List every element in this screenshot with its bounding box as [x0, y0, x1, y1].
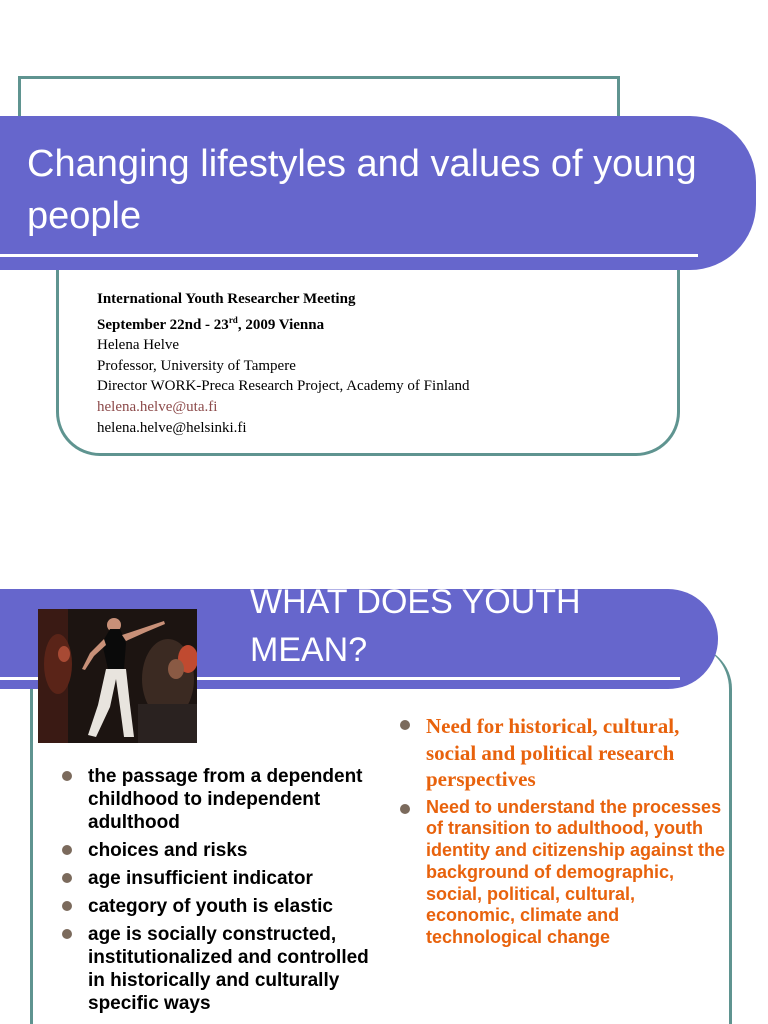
- dancer-photo-illustration: [38, 609, 197, 743]
- presenter-name: Helena Helve: [97, 337, 180, 354]
- slide-2-title-line1: WHAT DOES YOUTH: [250, 583, 581, 621]
- slide-1-title-underline: [0, 254, 698, 257]
- list-item: [60, 839, 380, 862]
- list-item-text: the passage from a dependent childhood to independent adulthood: [88, 766, 363, 833]
- bullet-icon: [62, 845, 72, 855]
- meeting-name: International Youth Researcher Meeting: [97, 291, 356, 307]
- list-item: [398, 713, 728, 793]
- list-item: [60, 895, 380, 918]
- date-superscript: rd: [228, 314, 238, 325]
- slide-2-title: [250, 578, 690, 674]
- slide-2-title-line2: MEAN?: [250, 631, 368, 669]
- slide-1-title: Changing lifestyles and values of young people: [27, 143, 697, 237]
- bullet-icon: [62, 901, 72, 911]
- youth-meaning-list: [60, 765, 380, 1020]
- presenter-project: Director WORK-Preca Research Project, Academy of Finland: [97, 378, 470, 395]
- meeting-date: [97, 310, 657, 336]
- list-item-text: category of youth is elastic: [88, 896, 333, 917]
- date-text: September 22nd - 23: [97, 316, 229, 333]
- bullet-icon: [62, 929, 72, 939]
- list-item: [60, 765, 380, 834]
- list-item: [60, 923, 380, 1015]
- dancer-photo: [38, 609, 197, 743]
- list-item: [60, 867, 380, 890]
- list-item: [398, 797, 728, 950]
- list-item-text: age insufficient indicator: [88, 868, 313, 889]
- presenter-info: [97, 289, 657, 438]
- date-location: , 2009 Vienna: [237, 316, 325, 333]
- email-helsinki: helena.helve@helsinki.fi: [97, 419, 247, 436]
- bullet-icon: [400, 720, 410, 730]
- bullet-icon: [62, 771, 72, 781]
- research-needs-list: [398, 713, 728, 949]
- list-item-text: Need to understand the processes of transition to adulthood, youth identity and citizenship against the background of demographic, social, political, cultural, economic, climate and technological change: [426, 796, 726, 948]
- list-item-text: choices and risks: [88, 840, 248, 861]
- list-item-text: Need for historical, cultural, social and political research perspectives: [426, 714, 680, 791]
- list-item-text: age is socially constructed, institutionalized and controlled in historically and culturally specific ways: [88, 924, 369, 1014]
- bullet-icon: [62, 873, 72, 883]
- bullet-icon: [400, 804, 410, 814]
- slide-2: [0, 500, 768, 1024]
- slide-1: [0, 0, 768, 500]
- presenter-position: Professor, University of Tampere: [97, 357, 296, 374]
- email-link-uta[interactable]: helena.helve@uta.fi: [97, 398, 218, 415]
